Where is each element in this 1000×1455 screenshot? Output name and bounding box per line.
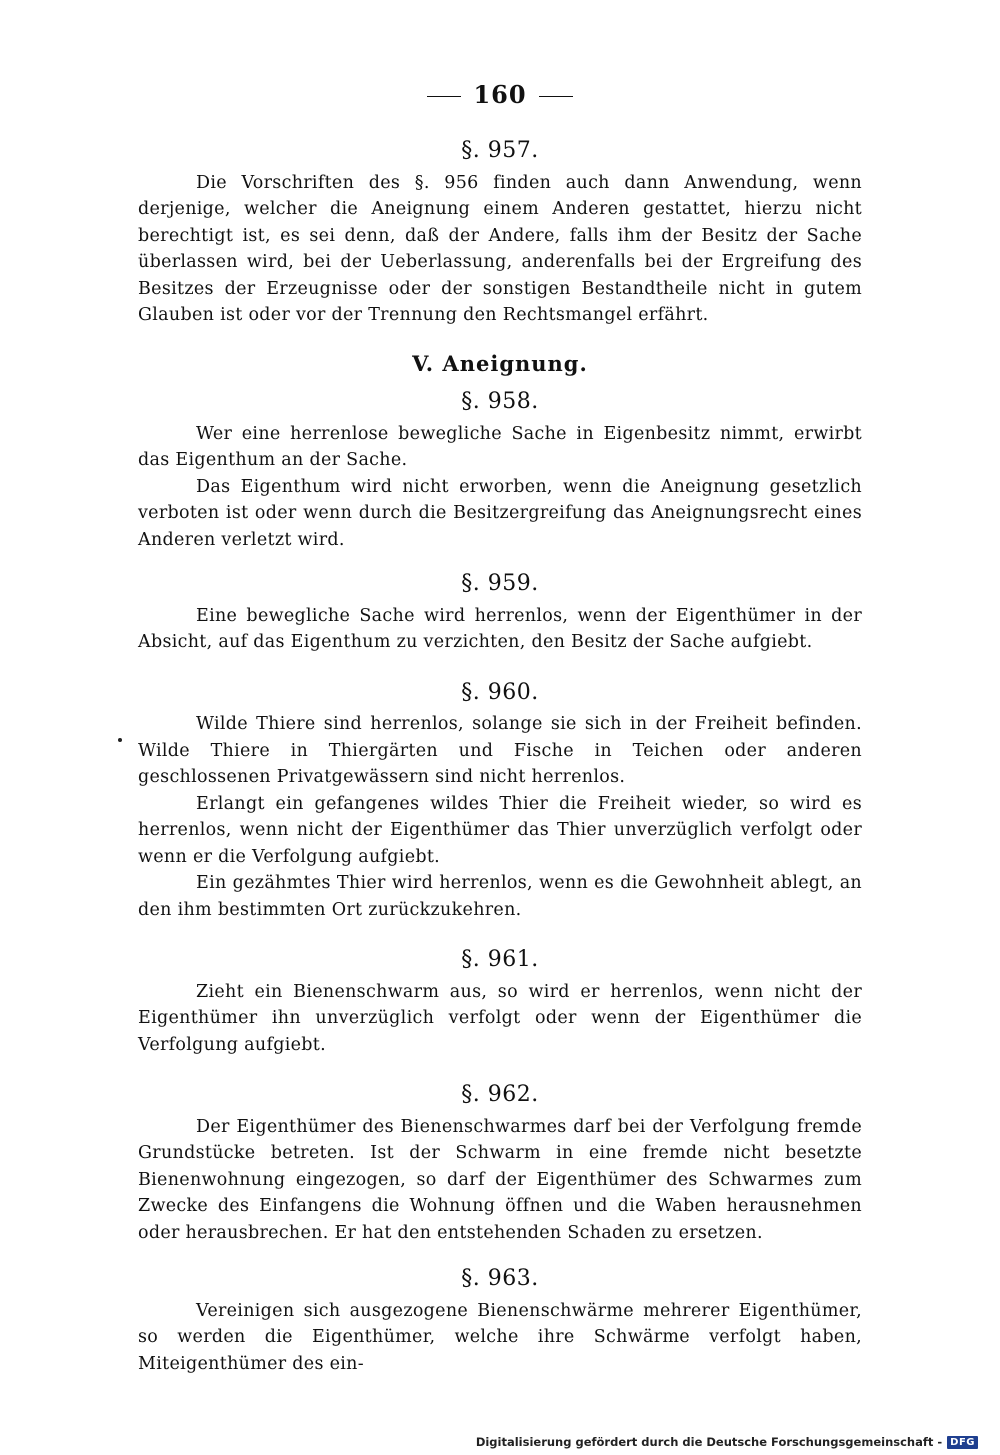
section-heading: §. 961. — [461, 947, 539, 972]
margin-mark — [118, 738, 122, 742]
dfg-logo: DFG — [947, 1436, 978, 1449]
section-959 — [138, 571, 862, 656]
section-962 — [138, 1082, 862, 1246]
section-heading: §. 963. — [461, 1266, 539, 1291]
digitization-footer — [476, 1435, 978, 1449]
footer-text: Digitalisierung gefördert durch die Deutsche Forschungsgemeinschaft - — [475, 1435, 943, 1449]
page-body — [138, 138, 862, 1377]
page-number — [0, 80, 1000, 109]
page-number-dash-right — [539, 96, 573, 97]
chapter-title: V. Aneignung. — [412, 350, 588, 376]
paragraph: Die Vorschriften des §. 956 finden auch dann Anwendung, wenn derjenige, welcher die Aneignung einem Anderen gestattet, hierzu nicht berechtigt ist, es sei denn, daß der Andere, falls ihm der Besitz der Sache überlassen wird, bei der Ueberlassung, anderenfalls bei der Ergreifung des Besitzes der Erzeugnisse oder der sonstigen Bestandtheile nicht in gutem Glauben ist oder vor der Trennung den Rechtsmangel erfährt. — [138, 172, 862, 325]
paragraph: Erlangt ein gefangenes wildes Thier die Freiheit wieder, so wird es herrenlos, wenn nicht der Eigenthümer das Thier unverzüglich verfolgt oder wenn er die Verfolgung aufgiebt. — [138, 793, 862, 867]
paragraph: Das Eigenthum wird nicht erworben, wenn die Aneignung gesetzlich verboten ist oder wenn durch die Besitzergreifung das Aneignungsrecht eines Anderen verletzt wird. — [138, 476, 862, 550]
section-960 — [138, 680, 862, 924]
section-963 — [138, 1266, 862, 1377]
section-957 — [138, 138, 862, 329]
section-heading: §. 958. — [461, 389, 539, 414]
page-number-text: 160 — [473, 80, 527, 109]
section-heading: §. 962. — [461, 1082, 539, 1107]
section-heading: §. 959. — [461, 571, 539, 596]
page-number-dash-left — [427, 96, 461, 97]
section-heading: §. 960. — [461, 679, 539, 705]
paragraph: Wilde Thiere sind herrenlos, solange sie sich in der Freiheit befinden. Wilde Thiere in Thiergärten und Fische in Teichen oder anderen geschlossenen Privatgewässern sind nicht herrenlos. — [138, 714, 862, 787]
paragraph: Der Eigenthümer des Bienenschwarmes darf bei der Verfolgung fremde Grundstücke betreten. Ist der Schwarm in eine fremde nicht besetzte Bienenwohnung eingezogen, so darf der Eigenthümer des Schwarmes zum Zwecke des Einfangens die Wohnung öffnen und die Waben herausnehmen oder herausbrechen. Er hat den entstehenden Schaden zu ersetzen. — [138, 1116, 862, 1243]
section-958 — [138, 389, 862, 553]
section-961 — [138, 947, 862, 1058]
paragraph: Ein gezähmtes Thier wird herrenlos, wenn es die Gewohnheit ablegt, an den ihm bestimmten Ort zurückzukehren. — [138, 873, 862, 920]
paragraph: Eine bewegliche Sache wird herrenlos, wenn der Eigenthümer in der Absicht, auf das Eigenthum zu verzichten, den Besitz der Sache aufgiebt. — [138, 605, 862, 652]
paragraph: Wer eine herrenlose bewegliche Sache in Eigenbesitz nimmt, erwirbt das Eigenthum an der Sache. — [138, 423, 862, 470]
paragraph: Vereinigen sich ausgezogene Bienenschwärme mehrerer Eigenthümer, so werden die Eigenthümer, welche ihre Schwärme verfolgt haben, Miteigenthümer des ein- — [138, 1300, 862, 1374]
section-heading: §. 957. — [461, 138, 539, 163]
paragraph: Zieht ein Bienenschwarm aus, so wird er herrenlos, wenn nicht der Eigenthümer ihn unverzüglich verfolgt oder wenn der Eigenthümer die Verfolgung aufgiebt. — [138, 981, 862, 1055]
